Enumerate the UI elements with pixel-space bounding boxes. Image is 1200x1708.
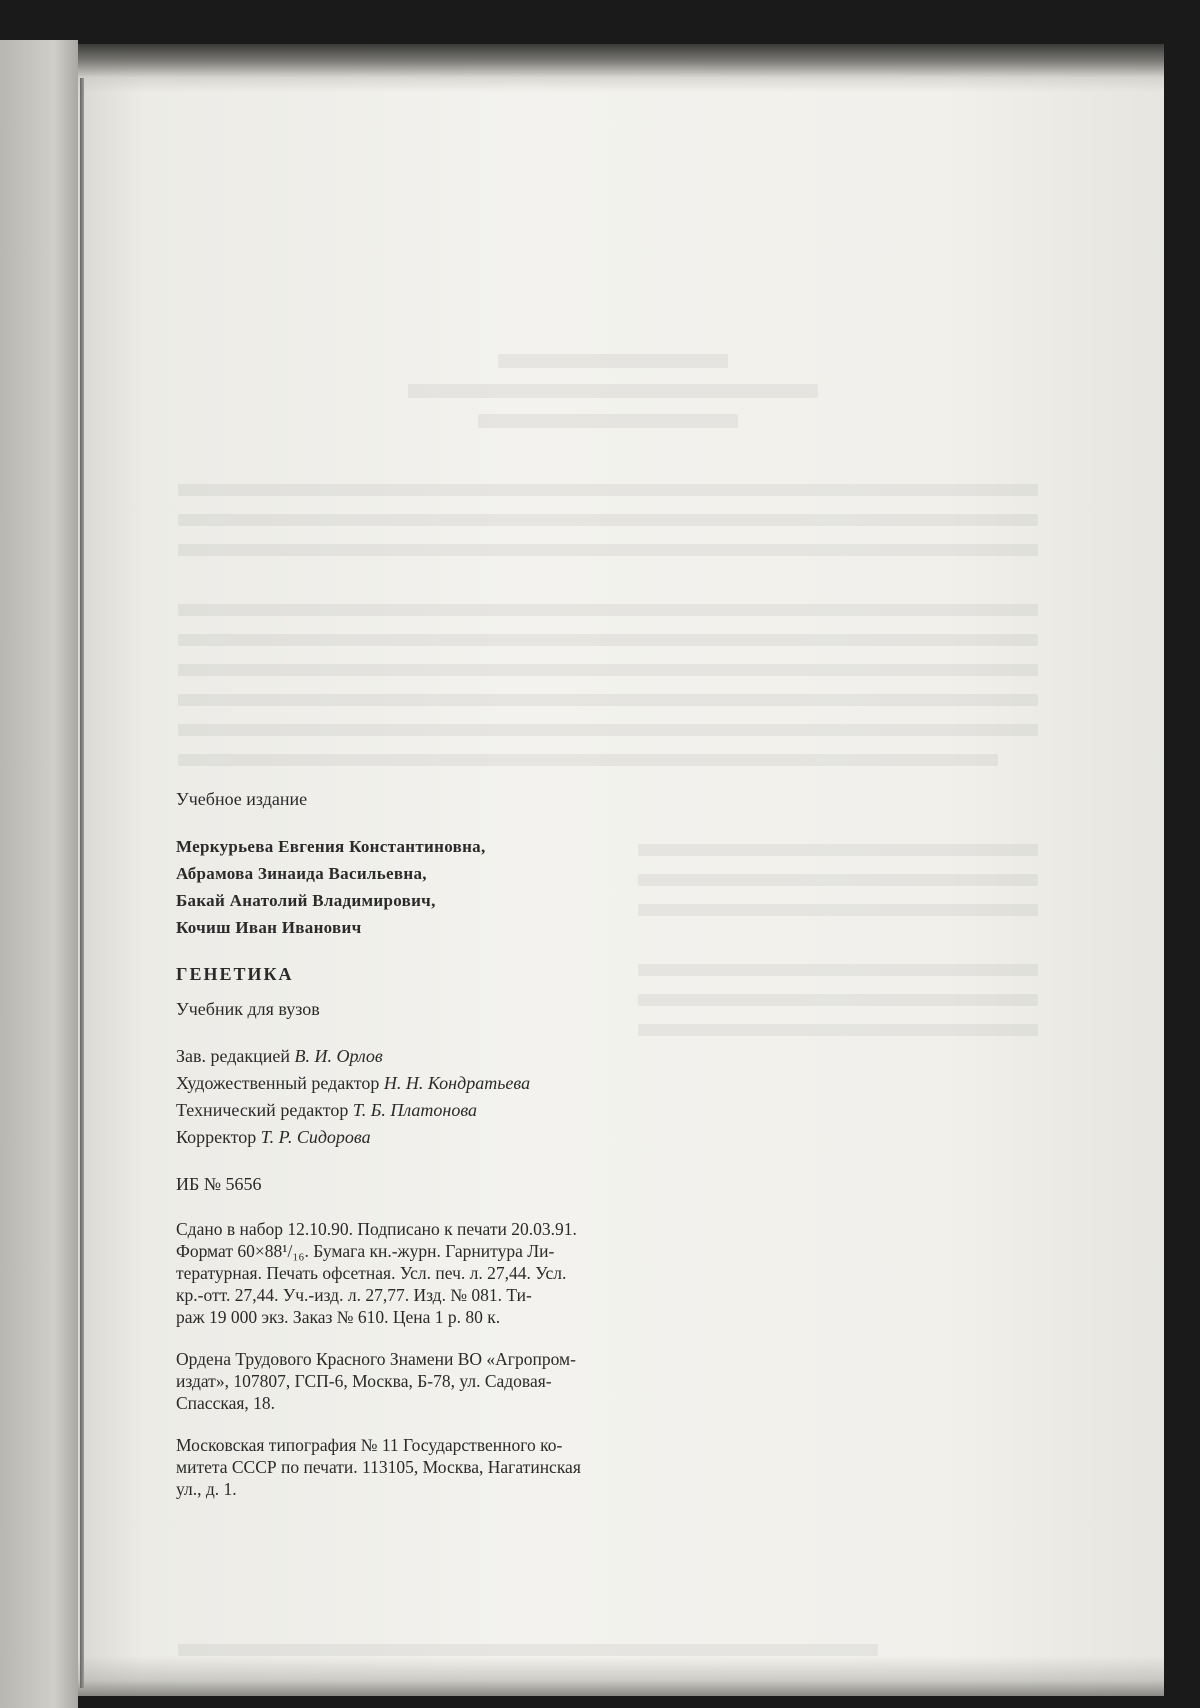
staff-line: [176, 1070, 796, 1097]
print-details-line: тературная. Печать офсетная. Усл. печ. л. 27,44. Усл.: [176, 1263, 567, 1283]
staff-line: [176, 1097, 796, 1124]
publisher-info: [176, 1348, 796, 1414]
printer-line: ул., д. 1.: [176, 1479, 237, 1499]
show-through-line: [178, 664, 1038, 676]
publisher-line: Ордена Трудового Красного Знамени ВО «Агропром-: [176, 1349, 576, 1369]
edition-type: Учебное издание: [176, 789, 308, 809]
show-through-line: [178, 544, 1038, 556]
print-details: [176, 1218, 796, 1328]
bottom-shadow: [78, 1656, 1164, 1696]
show-through-line: [178, 694, 1038, 706]
book-subtitle: Учебник для вузов: [176, 999, 320, 1019]
show-through-line: [178, 514, 1038, 526]
staff-name: Н. Н. Кондратьева: [383, 1073, 531, 1093]
print-details-line: Сдано в набор 12.10.90. Подписано к печати 20.03.91.: [176, 1219, 577, 1239]
ib-number: ИБ № 5656: [176, 1174, 262, 1194]
staff-name: Т. Б. Платонова: [352, 1100, 478, 1120]
show-through-line: [408, 384, 818, 398]
staff-role: Технический редактор: [176, 1100, 349, 1120]
staff-line: [176, 1124, 796, 1151]
staff-name: В. И. Орлов: [294, 1046, 383, 1066]
show-through-line: [498, 354, 728, 368]
show-through-line: [178, 724, 1038, 736]
show-through-line: [178, 634, 1038, 646]
author-list: [176, 833, 796, 941]
staff-role: Художественный редактор: [176, 1073, 380, 1093]
show-through-line: [478, 414, 738, 428]
staff-role: Корректор: [176, 1127, 257, 1147]
print-details-line: раж 19 000 экз. Заказ № 610. Цена 1 р. 80 к.: [176, 1307, 501, 1327]
print-details-line: Формат 60×88¹/₁₆. Бумага кн.-журн. Гарнитура Ли-: [176, 1241, 555, 1261]
publisher-line: издат», 107807, ГСП-6, Москва, Б-78, ул. Садовая-: [176, 1371, 552, 1391]
staff-line: [176, 1043, 796, 1070]
book-title: ГЕНЕТИКА: [176, 964, 294, 984]
author: Кочиш Иван Иванович: [176, 918, 362, 937]
print-details-line: кр.-отт. 27,44. Уч.-изд. л. 27,77. Изд. № 081. Ти-: [176, 1285, 532, 1305]
author: Меркурьева Евгения Константиновна,: [176, 837, 486, 856]
staff-list: [176, 1043, 796, 1151]
printer-line: митета СССР по печати. 113105, Москва, Нагатинская: [176, 1457, 581, 1477]
adjacent-page-edge: [0, 40, 78, 1708]
top-shadow: [78, 44, 1164, 92]
show-through-line: [178, 484, 1038, 496]
show-through-line: [178, 1644, 878, 1656]
colophon: [176, 786, 796, 1500]
show-through-line: [178, 754, 998, 766]
printer-line: Московская типография № 11 Государственного ко-: [176, 1435, 563, 1455]
author: Бакай Анатолий Владимирович,: [176, 891, 436, 910]
publisher-line: Спасская, 18.: [176, 1393, 276, 1413]
printer-info: [176, 1434, 796, 1500]
staff-name: Т. Р. Сидорова: [260, 1127, 371, 1147]
author: Абрамова Зинаида Васильевна,: [176, 864, 427, 883]
staff-role: Зав. редакцией: [176, 1046, 291, 1066]
show-through-line: [178, 604, 1038, 616]
binding-line: [80, 78, 84, 1688]
